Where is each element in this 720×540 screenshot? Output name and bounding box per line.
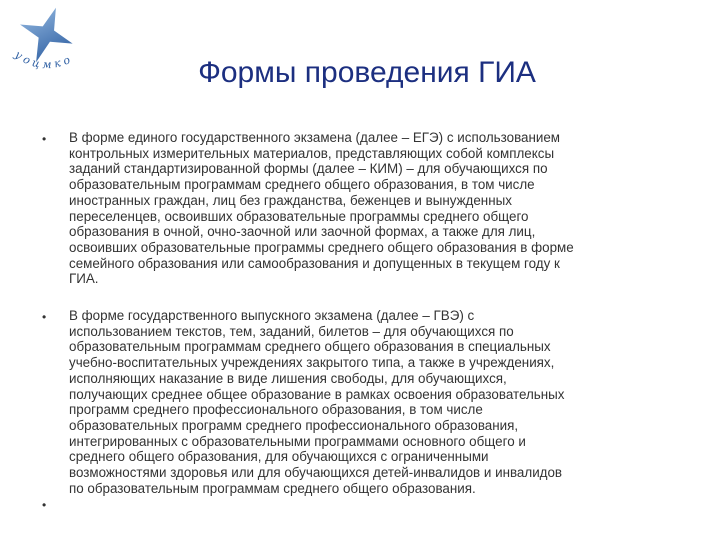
bullet-text: В форме единого государственного экзамена (далее – ЕГЭ) с использованием контрольных измерительных материалов, представляющих собой комплексы заданий стандартизированной формы (далее – КИМ) – для обучающихся по образовательным программам среднего общего образования, в том числе иностранных граждан, лиц без гражданства, беженцев и вынужденных переселенцев, освоивших образовательные программы среднего общего образования в очной, очно-заочной или заочной формах, а также для лиц, освоивших образовательные программы среднего общего образования в форме семейного образования или самообразования и допущенных в текущем году к ГИА. (69, 130, 574, 287)
bullet-text: В форме государственного выпускного экзамена (далее – ГВЭ) с использованием текстов, тем, заданий, билетов – для обучающихся по образовательным программам среднего общего образования в специальных учебно-воспитательных учреждениях закрытого типа, а также в учреждениях, исполняющих наказание в виде лишения свободы, для обучающихся, получающих среднее общее образование в рамках освоения образовательных программ среднего профессионального образования, в том числе образовательных программ среднего профессионального образования, интегрированных с образовательными программами основного общего и среднего общего образования, для обучающихся с ограниченными возможностями здоровья или для обучающихся детей-инвалидов и инвалидов по образовательным программам среднего общего образования. (69, 308, 565, 496)
bullet-dot: • (42, 310, 47, 324)
logo-text: у о ц м к о (12, 47, 73, 72)
bullet-dot: • (42, 132, 47, 146)
page-title: Формы проведения ГИА (198, 56, 536, 89)
bullet-dot: • (42, 498, 47, 512)
